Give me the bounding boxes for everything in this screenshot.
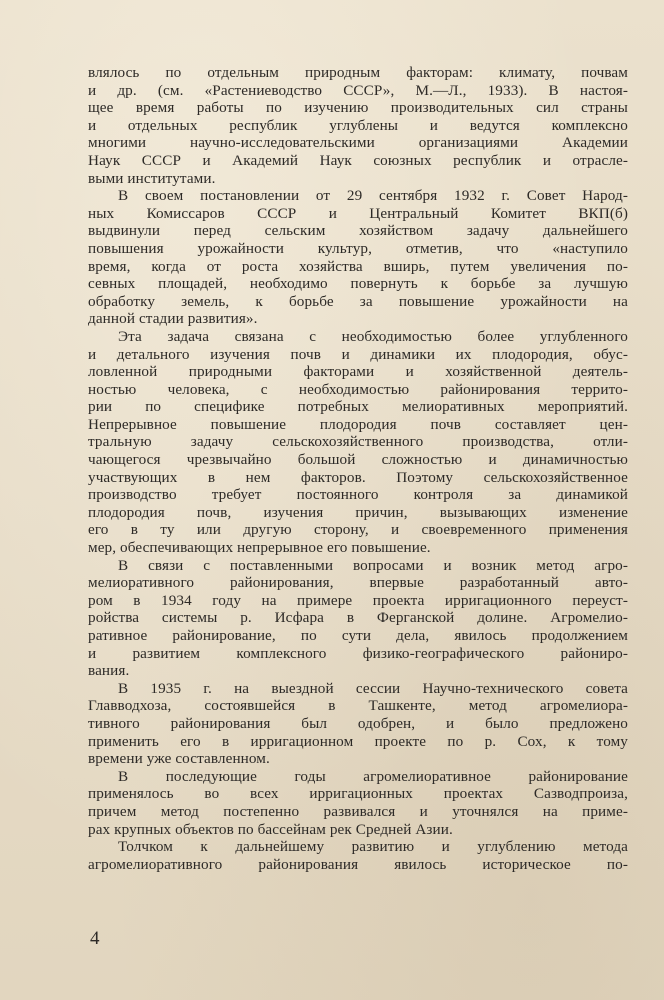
text-line: В 1935 г. на выездной сессии Научно-технического совета [118,679,628,697]
text-line: время, когда от роста хозяйства вширь, путем увеличения по- [88,257,628,275]
body-text [88,64,628,873]
text-line: повышения урожайности культур, отметив, что «наступило [88,239,628,257]
paragraph-1 [88,64,628,187]
text-line: плодородия почв, изучения причин, вызывающих изменение [88,503,628,521]
text-line: рах крупных объектов по бассейнам рек Средней Азии. [88,820,453,838]
text-line: применить его в ирригационном проекте по р. Сох, к тому [88,732,628,750]
text-line: и отдельных республик углублены и ведутся комплексно [88,116,628,134]
text-line: чающегося чрезвычайно большой сложностью и динамичностью [88,451,628,469]
text-line: причем метод постепенно развивался и уточнялся на приме- [88,802,628,820]
text-line: мер, обеспечивающих непрерывное его повышение. [88,539,431,557]
text-line: ловленной природными факторами и хозяйственной деятель- [88,363,628,381]
text-line: и развитием комплексного физико-географического райониро- [88,644,628,662]
text-line: многими научно-исследовательскими организациями Академии [88,134,628,152]
text-line: ройства системы р. Исфара в Ферганской долине. Агромелио- [88,609,628,627]
text-line: щее время работы по изучению производительных сил страны [88,99,628,117]
page-number: 4 [90,928,100,949]
text-line: агромелиоративного районирования явилось историческое по- [88,855,628,873]
text-line: вания. [88,662,130,680]
text-line: Наук СССР и Академий Наук союзных республик и отрасле- [88,151,628,169]
text-line: В последующие годы агромелиоративное районирование [118,767,628,785]
text-line: В связи с поставленными вопросами и возник метод агро- [118,556,628,574]
text-line: мелиоративного районирования, впервые разработанный авто- [88,574,628,592]
paragraph-7 [88,838,628,873]
text-line: тивного районирования был одобрен, и было предложено [88,714,628,732]
text-line: его в ту или другую сторону, и своевременного применения [88,521,628,539]
text-line: и др. (см. «Растениеводство СССР», М.—Л., 1933). В настоя- [88,81,628,99]
text-line: влялось по отдельным природным факторам: климату, почвам [88,64,628,81]
text-line: обработку земель, к борьбе за повышение урожайности на [88,292,628,310]
text-line: тральную задачу сельскохозяйственного производства, отли- [88,433,628,451]
text-line: Непрерывное повышение плодородия почв составляет цен- [88,415,628,433]
text-line: выдвинули перед сельским хозяйством задачу дальнейшего [88,222,628,240]
text-line: ром в 1934 году на примере проекта ирригационного переуст- [88,591,628,609]
text-line: ративное районирование, по сути дела, явилось продолжением [88,627,628,644]
text-line: производство требует постоянного контроля за динамикой [88,486,628,504]
text-line: ных Комиссаров СССР и Центральный Комитет ВКП(б) [88,204,628,222]
text-line: ностью человека, с необходимостью районирования террито- [88,380,628,398]
text-line: севных площадей, необходимо повернуть к борьбе за лучшую [88,275,628,293]
text-line: участвующих в нем факторов. Поэтому сельскохозяйственное [88,468,628,486]
text-line: выми институтами. [88,169,216,187]
text-line: применялось во всех ирригационных проектах Сазводпроиза, [88,785,628,803]
paragraph-4 [88,557,628,680]
paragraph-5 [88,680,628,768]
text-line: времени уже составленном. [88,750,270,768]
paragraph-3 [88,328,628,557]
text-line: данной стадии развития». [88,310,258,328]
text-line: Эта задача связана с необходимостью более углубленного [118,327,628,345]
text-line: Толчком к дальнейшему развитию и углублению метода [118,838,628,856]
text-line: и детального изучения почв и динамики их плодородия, обус- [88,345,628,363]
text-line: В своем постановлении от 29 сентября 1932 г. Совет Народ- [118,187,628,205]
paragraph-2 [88,187,628,328]
paragraph-6 [88,768,628,838]
text-line: рии по специфике потребных мелиоративных мероприятий. [88,398,628,416]
text-line: Главводхоза, состоявшейся в Ташкенте, метод агромелиора- [88,697,628,715]
